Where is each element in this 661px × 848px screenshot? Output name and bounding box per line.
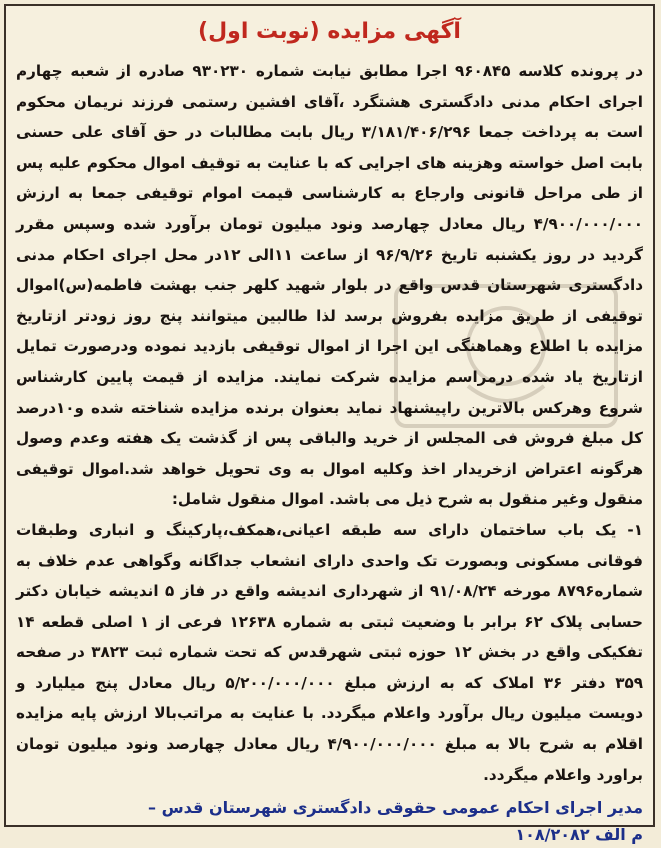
notice-signature: مدیر اجرای احکام عمومی حقوقی دادگستری شهرستان قدس –: [148, 798, 643, 818]
notice-title: آگهی مزایده (نوبت اول): [198, 19, 461, 44]
notice-reference: م الف ۱۰۸/۲۰۸۲: [515, 825, 643, 845]
notice-paragraph-2: ۱- یک باب ساختمان دارای سه طبقه اعیانی،همکف،پارکینگ و انباری وطبقات فوقانی مسکونی وبصورت تک واحدی دارای انشعاب جداگانه وگواهی عدم خلاف به شماره۸۷۹۶ مورخه ۹۱/۰۸/۲۴ از شهرداری اندیشه واقع در فاز ۵ اندیشه خیابان دکتر حسابی پلاک ۶۲ برابر با وضعیت ثبتی به شماره ۱۲۶۳۸ فرعی از ۱ اصلی قطعه ۱۴ تفکیکی واقع در بخش ۱۲ حوزه ثبتی شهرقدس که تحت شماره ثبت ۳۸۲۳ در صفحه ۳۵۹ دفتر ۳۶ املاک که به ارزش مبلغ ۵/۲۰۰/۰۰۰/۰۰۰ ریال معادل پنج میلیارد و دویست میلیون ریال برآورد واعلام میگردد. با عنایت به مراتب‌بالا ارزش پایه مزایده اقلام به شرح بالا به مبلغ ۴/۹۰۰/۰۰۰/۰۰۰ ریال معادل چهارصد ونود میلیون تومان براورد واعلام میگردد.: [16, 520, 644, 784]
notice-paragraph-1: در پرونده کلاسه ۹۶۰۸۴۵ اجرا مطابق نیابت شماره ۹۳۰۲۳۰ صادره از شعبه چهارم اجرای احکام مدنی دادگستری هشتگرد ،آقای افشین رستمی فرزند نریمان محکوم است به پرداخت جمعا ۳/۱۸۱/۴۰۶/۲۹۶ ریال بابت مطالبات در حق آقای علی حسنی بابت اصل خواسته وهزینه های اجرایی که با عنایت به توقیف اموال محکوم علیه پس از طی مراحل قانونی وارجاع به کارشناسی قیمت اموام توقیفی جمعا به ارزش ۴/۹۰۰/۰۰۰/۰۰۰ ریال معادل چهارصد ونود میلیون تومان برآورد شده وسپس مقرر گردید در روز یکشنبه تاریخ ۹۶/۹/۲۶ از ساعت ۱۱الی ۱۲در محل اجرای احکام مدنی دادگستری شهرستان قدس واقع در بلوار شهید کلهر جنب بهشت فاطمه(س)اموال توقیفی از طریق مزایده بفروش برسد لذا طالبین میتوانند پنج روز زودتر ازتاریخ مزایده با اطلاع وهماهنگی این اجرا از اموال توقیفی بازدید نموده ودرصورت تمایل ازتاریخ یاد شده درمراسم مزایده شرکت نمایند. مزایده از قیمت پایین کارشناس شروع وهرکس بالاترین راپیشنهاد نماید بعنوان برنده مزایده شناخته شده و۱۰درصد کل مبلغ فروش فی المجلس از خرید والباقی پس از گذشت یک هفته وعدم وصول هرگونه اعتراض ازخریدار اخذ وکلیه اموال به وی تحویل خواهد شد.اموال توقیفی منقول وغیر منقول به شرح ذیل می باشد. اموال منقول شامل:: [16, 62, 643, 509]
notice-body: [16, 56, 643, 790]
notice-frame: [4, 4, 655, 845]
notice-content: [16, 12, 644, 845]
